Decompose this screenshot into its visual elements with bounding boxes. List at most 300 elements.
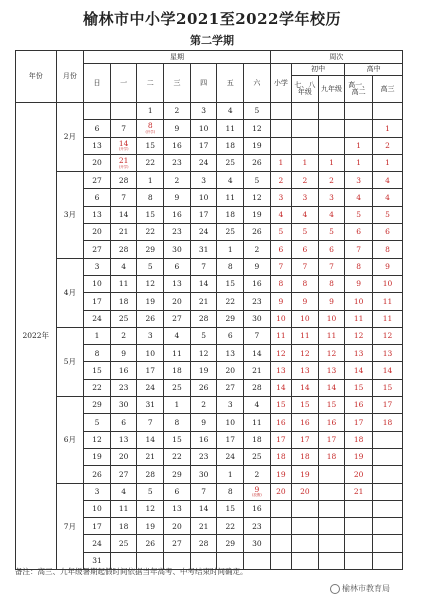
- day-cell: [217, 379, 244, 396]
- week-number-cell: 8: [292, 275, 319, 292]
- table-row: [16, 397, 403, 414]
- week-number-cell: [292, 518, 319, 535]
- day-cell: [217, 397, 244, 414]
- day-number: 12: [252, 192, 262, 202]
- day-cell: [190, 206, 217, 223]
- day-cell: [190, 275, 217, 292]
- header-junior-9: 九年级: [318, 76, 345, 103]
- day-number: 22: [225, 521, 235, 531]
- day-number: 3: [147, 331, 153, 341]
- day-number: 7: [254, 331, 260, 341]
- day-cell: [137, 483, 164, 500]
- day-number: 26: [198, 383, 209, 393]
- week-number-cell: [373, 552, 403, 569]
- day-number: 17: [198, 210, 209, 220]
- day-cell: [164, 448, 191, 465]
- day-cell: [137, 172, 164, 189]
- week-number-cell: 10: [292, 310, 319, 327]
- day-number: 19: [92, 452, 102, 462]
- day-number: 6: [174, 262, 180, 272]
- day-number: 17: [198, 140, 209, 150]
- day-number: 9: [174, 192, 180, 202]
- week-number-cell: 2: [292, 172, 319, 189]
- day-cell: [190, 241, 217, 258]
- week-number-cell: 16: [318, 414, 345, 431]
- day-cell: [244, 535, 271, 552]
- year-cell: 2022年: [16, 103, 57, 570]
- day-number: 5: [147, 262, 153, 272]
- week-number-cell: [373, 518, 403, 535]
- day-cell: [110, 206, 137, 223]
- day-cell: [164, 483, 191, 500]
- day-cell: [137, 310, 164, 327]
- day-number: 5: [201, 331, 206, 341]
- day-cell: [244, 448, 271, 465]
- day-number: 13: [172, 504, 182, 514]
- day-cell: [84, 258, 111, 275]
- day-cell: [84, 379, 111, 396]
- day-cell: [110, 224, 137, 241]
- week-number-cell: 14: [292, 379, 319, 396]
- day-number: 22: [172, 452, 182, 462]
- day-cell: [164, 518, 191, 535]
- day-number: 28: [252, 383, 262, 393]
- week-number-cell: [270, 137, 291, 154]
- day-number: 15: [145, 140, 156, 150]
- day-number: 25: [225, 227, 235, 237]
- day-cell: [164, 103, 191, 120]
- day-number: 16: [118, 365, 129, 375]
- day-number: 21: [145, 452, 156, 462]
- week-number-cell: 15: [270, 397, 291, 414]
- week-number-cell: 4: [373, 172, 403, 189]
- day-number: 31: [92, 556, 102, 566]
- day-number: 11: [252, 417, 262, 427]
- day-number: 28: [118, 244, 129, 254]
- day-number: 4: [254, 400, 260, 410]
- day-note: (开学): [118, 147, 129, 152]
- day-number: 16: [172, 140, 182, 150]
- day-number: 2: [254, 469, 260, 479]
- day-cell: [164, 241, 191, 258]
- day-number: 2: [254, 244, 260, 254]
- month-cell: 7月: [56, 483, 84, 569]
- day-number: 29: [145, 244, 156, 254]
- day-cell: [164, 310, 191, 327]
- week-number-cell: 17: [373, 397, 403, 414]
- day-cell: [110, 154, 137, 171]
- day-cell: [244, 189, 271, 206]
- day-cell: [110, 379, 137, 396]
- day-cell: [217, 500, 244, 517]
- week-number-cell: 2: [270, 172, 291, 189]
- day-number: 23: [172, 227, 182, 237]
- table-row: [16, 258, 403, 275]
- day-number: 1: [94, 331, 100, 341]
- day-cell: [217, 327, 244, 344]
- week-number-cell: 17: [345, 414, 373, 431]
- day-number: 29: [225, 313, 235, 323]
- day-number: 30: [198, 469, 209, 479]
- day-number: 6: [227, 331, 233, 341]
- day-cell: [244, 154, 271, 171]
- day-number: 3: [201, 106, 206, 116]
- day-number: 14: [198, 279, 209, 289]
- day-number: 2: [121, 331, 127, 341]
- header-year: 年份: [16, 51, 57, 103]
- day-number: 28: [118, 175, 129, 185]
- day-number: 7: [201, 486, 206, 496]
- day-number: 18: [118, 521, 129, 531]
- day-cell: [137, 275, 164, 292]
- day-number: 7: [201, 262, 206, 272]
- day-number: 19: [145, 296, 156, 306]
- day-cell: [110, 137, 137, 154]
- day-cell: [84, 241, 111, 258]
- day-number: 24: [198, 158, 209, 168]
- day-number: 9: [174, 123, 180, 133]
- week-number-cell: 1: [345, 154, 373, 171]
- week-number-cell: [292, 120, 319, 137]
- day-cell: [217, 518, 244, 535]
- day-number: 12: [198, 348, 209, 358]
- week-number-cell: 11: [292, 327, 319, 344]
- week-number-cell: 19: [292, 466, 319, 483]
- day-number: 30: [118, 400, 129, 410]
- day-number: 2: [201, 400, 206, 410]
- day-number: 4: [121, 262, 127, 272]
- day-cell: [217, 189, 244, 206]
- month-cell: 3月: [56, 172, 84, 258]
- week-number-cell: 17: [318, 431, 345, 448]
- day-cell: [84, 535, 111, 552]
- day-cell: [137, 379, 164, 396]
- day-cell: [110, 293, 137, 310]
- day-cell: [110, 345, 137, 362]
- day-number: 4: [174, 331, 180, 341]
- day-number: 20: [92, 158, 102, 168]
- week-number-cell: 6: [373, 224, 403, 241]
- week-number-cell: 16: [270, 414, 291, 431]
- week-number-cell: [373, 500, 403, 517]
- week-number-cell: 11: [373, 293, 403, 310]
- day-cell: [137, 327, 164, 344]
- day-number: 19: [252, 210, 262, 220]
- day-cell: [217, 431, 244, 448]
- day-number: 26: [145, 538, 156, 548]
- day-cell: [84, 345, 111, 362]
- day-cell: [84, 327, 111, 344]
- week-number-cell: 6: [270, 241, 291, 258]
- week-number-cell: 14: [270, 379, 291, 396]
- day-cell: [110, 120, 137, 137]
- day-number: 3: [94, 262, 100, 272]
- day-number: 27: [92, 244, 102, 254]
- day-number: 25: [252, 452, 262, 462]
- day-cell: [190, 137, 217, 154]
- day-cell: [190, 345, 217, 362]
- day-cell: [244, 431, 271, 448]
- day-cell: [137, 293, 164, 310]
- day-number: 11: [172, 348, 182, 358]
- day-number: 12: [145, 279, 156, 289]
- day-cell: [137, 206, 164, 223]
- week-number-cell: 4: [318, 206, 345, 223]
- day-cell: [244, 206, 271, 223]
- day-number: 1: [147, 106, 153, 116]
- week-number-cell: 4: [292, 206, 319, 223]
- day-cell: [137, 137, 164, 154]
- header-day-thu: 四: [190, 64, 217, 103]
- week-number-cell: 18: [292, 448, 319, 465]
- day-cell: [84, 397, 111, 414]
- day-number: 20: [225, 365, 235, 375]
- day-cell: [110, 310, 137, 327]
- week-number-cell: 18: [270, 448, 291, 465]
- week-number-cell: 9: [345, 275, 373, 292]
- day-cell: [137, 448, 164, 465]
- week-number-cell: 10: [345, 293, 373, 310]
- day-number: 25: [118, 313, 129, 323]
- day-cell: [137, 518, 164, 535]
- week-number-cell: 3: [318, 189, 345, 206]
- week-number-cell: 8: [270, 275, 291, 292]
- day-cell: [137, 414, 164, 431]
- week-number-cell: 12: [345, 327, 373, 344]
- week-number-cell: 17: [292, 431, 319, 448]
- day-cell: [164, 379, 191, 396]
- day-number: 15: [225, 504, 235, 514]
- day-number: 1: [227, 469, 233, 479]
- day-cell: [244, 345, 271, 362]
- day-number: 27: [172, 538, 182, 548]
- day-number: 7: [121, 123, 127, 133]
- week-number-cell: 15: [318, 397, 345, 414]
- week-number-cell: 9: [318, 293, 345, 310]
- week-number-cell: 7: [345, 241, 373, 258]
- day-number: 22: [145, 227, 156, 237]
- day-cell: [84, 500, 111, 517]
- day-cell: [217, 120, 244, 137]
- day-cell: [164, 431, 191, 448]
- week-number-cell: [270, 500, 291, 517]
- day-number: 6: [94, 123, 100, 133]
- week-number-cell: 15: [373, 379, 403, 396]
- day-number: 1: [174, 400, 180, 410]
- day-cell: [164, 189, 191, 206]
- day-cell: [110, 327, 137, 344]
- week-number-cell: 11: [270, 327, 291, 344]
- week-number-cell: [318, 552, 345, 569]
- day-number: 15: [92, 365, 102, 375]
- week-number-cell: 13: [270, 362, 291, 379]
- week-number-cell: [270, 103, 291, 120]
- week-number-cell: 21: [345, 483, 373, 500]
- day-cell: [164, 466, 191, 483]
- day-number: 10: [225, 417, 235, 427]
- week-number-cell: 3: [292, 189, 319, 206]
- day-cell: [137, 103, 164, 120]
- week-number-cell: [318, 483, 345, 500]
- week-number-cell: 4: [270, 206, 291, 223]
- day-number: 18: [172, 365, 182, 375]
- day-cell: [84, 466, 111, 483]
- day-number: 18: [118, 296, 129, 306]
- day-cell: [110, 466, 137, 483]
- day-number: 16: [252, 279, 262, 289]
- day-cell: [244, 120, 271, 137]
- day-number: 25: [118, 538, 129, 548]
- day-cell: [217, 224, 244, 241]
- day-cell: [164, 275, 191, 292]
- day-number: 27: [92, 175, 102, 185]
- day-number: 12: [145, 504, 156, 514]
- day-number: 4: [227, 175, 233, 185]
- week-number-cell: 13: [292, 362, 319, 379]
- week-number-cell: 1: [270, 154, 291, 171]
- day-cell: [190, 483, 217, 500]
- header-day-mon: 一: [110, 64, 137, 103]
- week-number-cell: 5: [318, 224, 345, 241]
- day-number: 22: [145, 158, 156, 168]
- day-number: 21: [118, 227, 129, 237]
- footer-note: 备注：高三、九年级暑期起假时间依据当年高考、中考结束时间确定。: [15, 567, 248, 576]
- day-number: 8: [147, 192, 153, 202]
- day-number: 19: [252, 140, 262, 150]
- day-number: 10: [92, 504, 102, 514]
- day-number: 27: [225, 383, 235, 393]
- day-number: 26: [252, 158, 262, 168]
- week-number-cell: 20: [292, 483, 319, 500]
- day-cell: [190, 431, 217, 448]
- table-row: [16, 327, 403, 344]
- week-number-cell: 18: [373, 414, 403, 431]
- day-cell: [244, 483, 271, 500]
- day-number: 15: [172, 435, 182, 445]
- week-number-cell: 6: [318, 241, 345, 258]
- day-cell: [164, 327, 191, 344]
- day-cell: [217, 414, 244, 431]
- week-number-cell: 5: [270, 224, 291, 241]
- day-number: 13: [225, 348, 235, 358]
- day-number: 19: [145, 521, 156, 531]
- day-number: 5: [147, 486, 153, 496]
- day-cell: [110, 414, 137, 431]
- day-cell: [217, 345, 244, 362]
- day-number: 21: [198, 296, 209, 306]
- day-cell: [137, 241, 164, 258]
- day-number: 31: [145, 400, 156, 410]
- day-number: 9: [121, 348, 127, 358]
- day-number: 7: [147, 417, 153, 427]
- day-number: 16: [252, 504, 262, 514]
- day-number: 8: [227, 262, 233, 272]
- week-number-cell: [270, 518, 291, 535]
- day-cell: [190, 327, 217, 344]
- week-number-cell: 11: [373, 310, 403, 327]
- day-number: 6: [174, 486, 180, 496]
- week-number-cell: [373, 535, 403, 552]
- day-number: 30: [252, 538, 262, 548]
- day-number: 29: [92, 400, 102, 410]
- day-cell: [244, 500, 271, 517]
- day-number: 8: [227, 486, 233, 496]
- day-cell: [190, 379, 217, 396]
- day-cell: [110, 241, 137, 258]
- week-number-cell: [373, 448, 403, 465]
- week-number-cell: 15: [292, 397, 319, 414]
- day-cell: [84, 189, 111, 206]
- week-number-cell: 14: [345, 362, 373, 379]
- day-cell: [217, 483, 244, 500]
- week-number-cell: [270, 120, 291, 137]
- week-number-cell: 19: [345, 448, 373, 465]
- day-number: 20: [172, 296, 182, 306]
- day-number: 26: [145, 313, 156, 323]
- day-number: 18: [225, 210, 235, 220]
- day-cell: [84, 362, 111, 379]
- day-cell: [244, 137, 271, 154]
- day-cell: [84, 154, 111, 171]
- day-number: 24: [225, 452, 235, 462]
- week-number-cell: [270, 552, 291, 569]
- header-month: 月份: [56, 51, 84, 103]
- day-number: 16: [198, 435, 209, 445]
- day-number: 25: [225, 158, 235, 168]
- day-cell: [84, 414, 111, 431]
- day-cell: [217, 310, 244, 327]
- table-row: [16, 172, 403, 189]
- day-cell: [164, 500, 191, 517]
- day-cell: [217, 137, 244, 154]
- day-number: 11: [225, 123, 235, 133]
- day-cell: [110, 431, 137, 448]
- day-number: 5: [254, 106, 260, 116]
- header-day-sun: 日: [84, 64, 111, 103]
- day-cell: [217, 448, 244, 465]
- week-number-cell: 1: [292, 154, 319, 171]
- day-number: 21: [252, 365, 262, 375]
- day-cell: [217, 293, 244, 310]
- day-note: (开学): [118, 164, 129, 169]
- day-number: 14: [145, 435, 156, 445]
- week-number-cell: [270, 535, 291, 552]
- week-number-cell: 10: [373, 275, 403, 292]
- day-number: 5: [254, 175, 260, 185]
- day-cell: [217, 258, 244, 275]
- day-cell: [137, 189, 164, 206]
- day-number: 8: [147, 121, 153, 131]
- week-number-cell: 3: [270, 189, 291, 206]
- week-number-cell: 11: [345, 310, 373, 327]
- week-number-cell: [373, 466, 403, 483]
- day-cell: [164, 362, 191, 379]
- day-number: 24: [145, 383, 156, 393]
- day-cell: [244, 172, 271, 189]
- day-cell: [84, 137, 111, 154]
- week-number-cell: 2: [373, 137, 403, 154]
- day-cell: [84, 431, 111, 448]
- header-senior: 高中: [345, 64, 403, 76]
- day-number: 29: [172, 469, 182, 479]
- month-cell: 5月: [56, 327, 84, 396]
- day-cell: [244, 466, 271, 483]
- day-cell: [164, 397, 191, 414]
- day-number: 21: [118, 156, 129, 166]
- day-cell: [84, 206, 111, 223]
- day-cell: [244, 310, 271, 327]
- week-number-cell: 18: [345, 431, 373, 448]
